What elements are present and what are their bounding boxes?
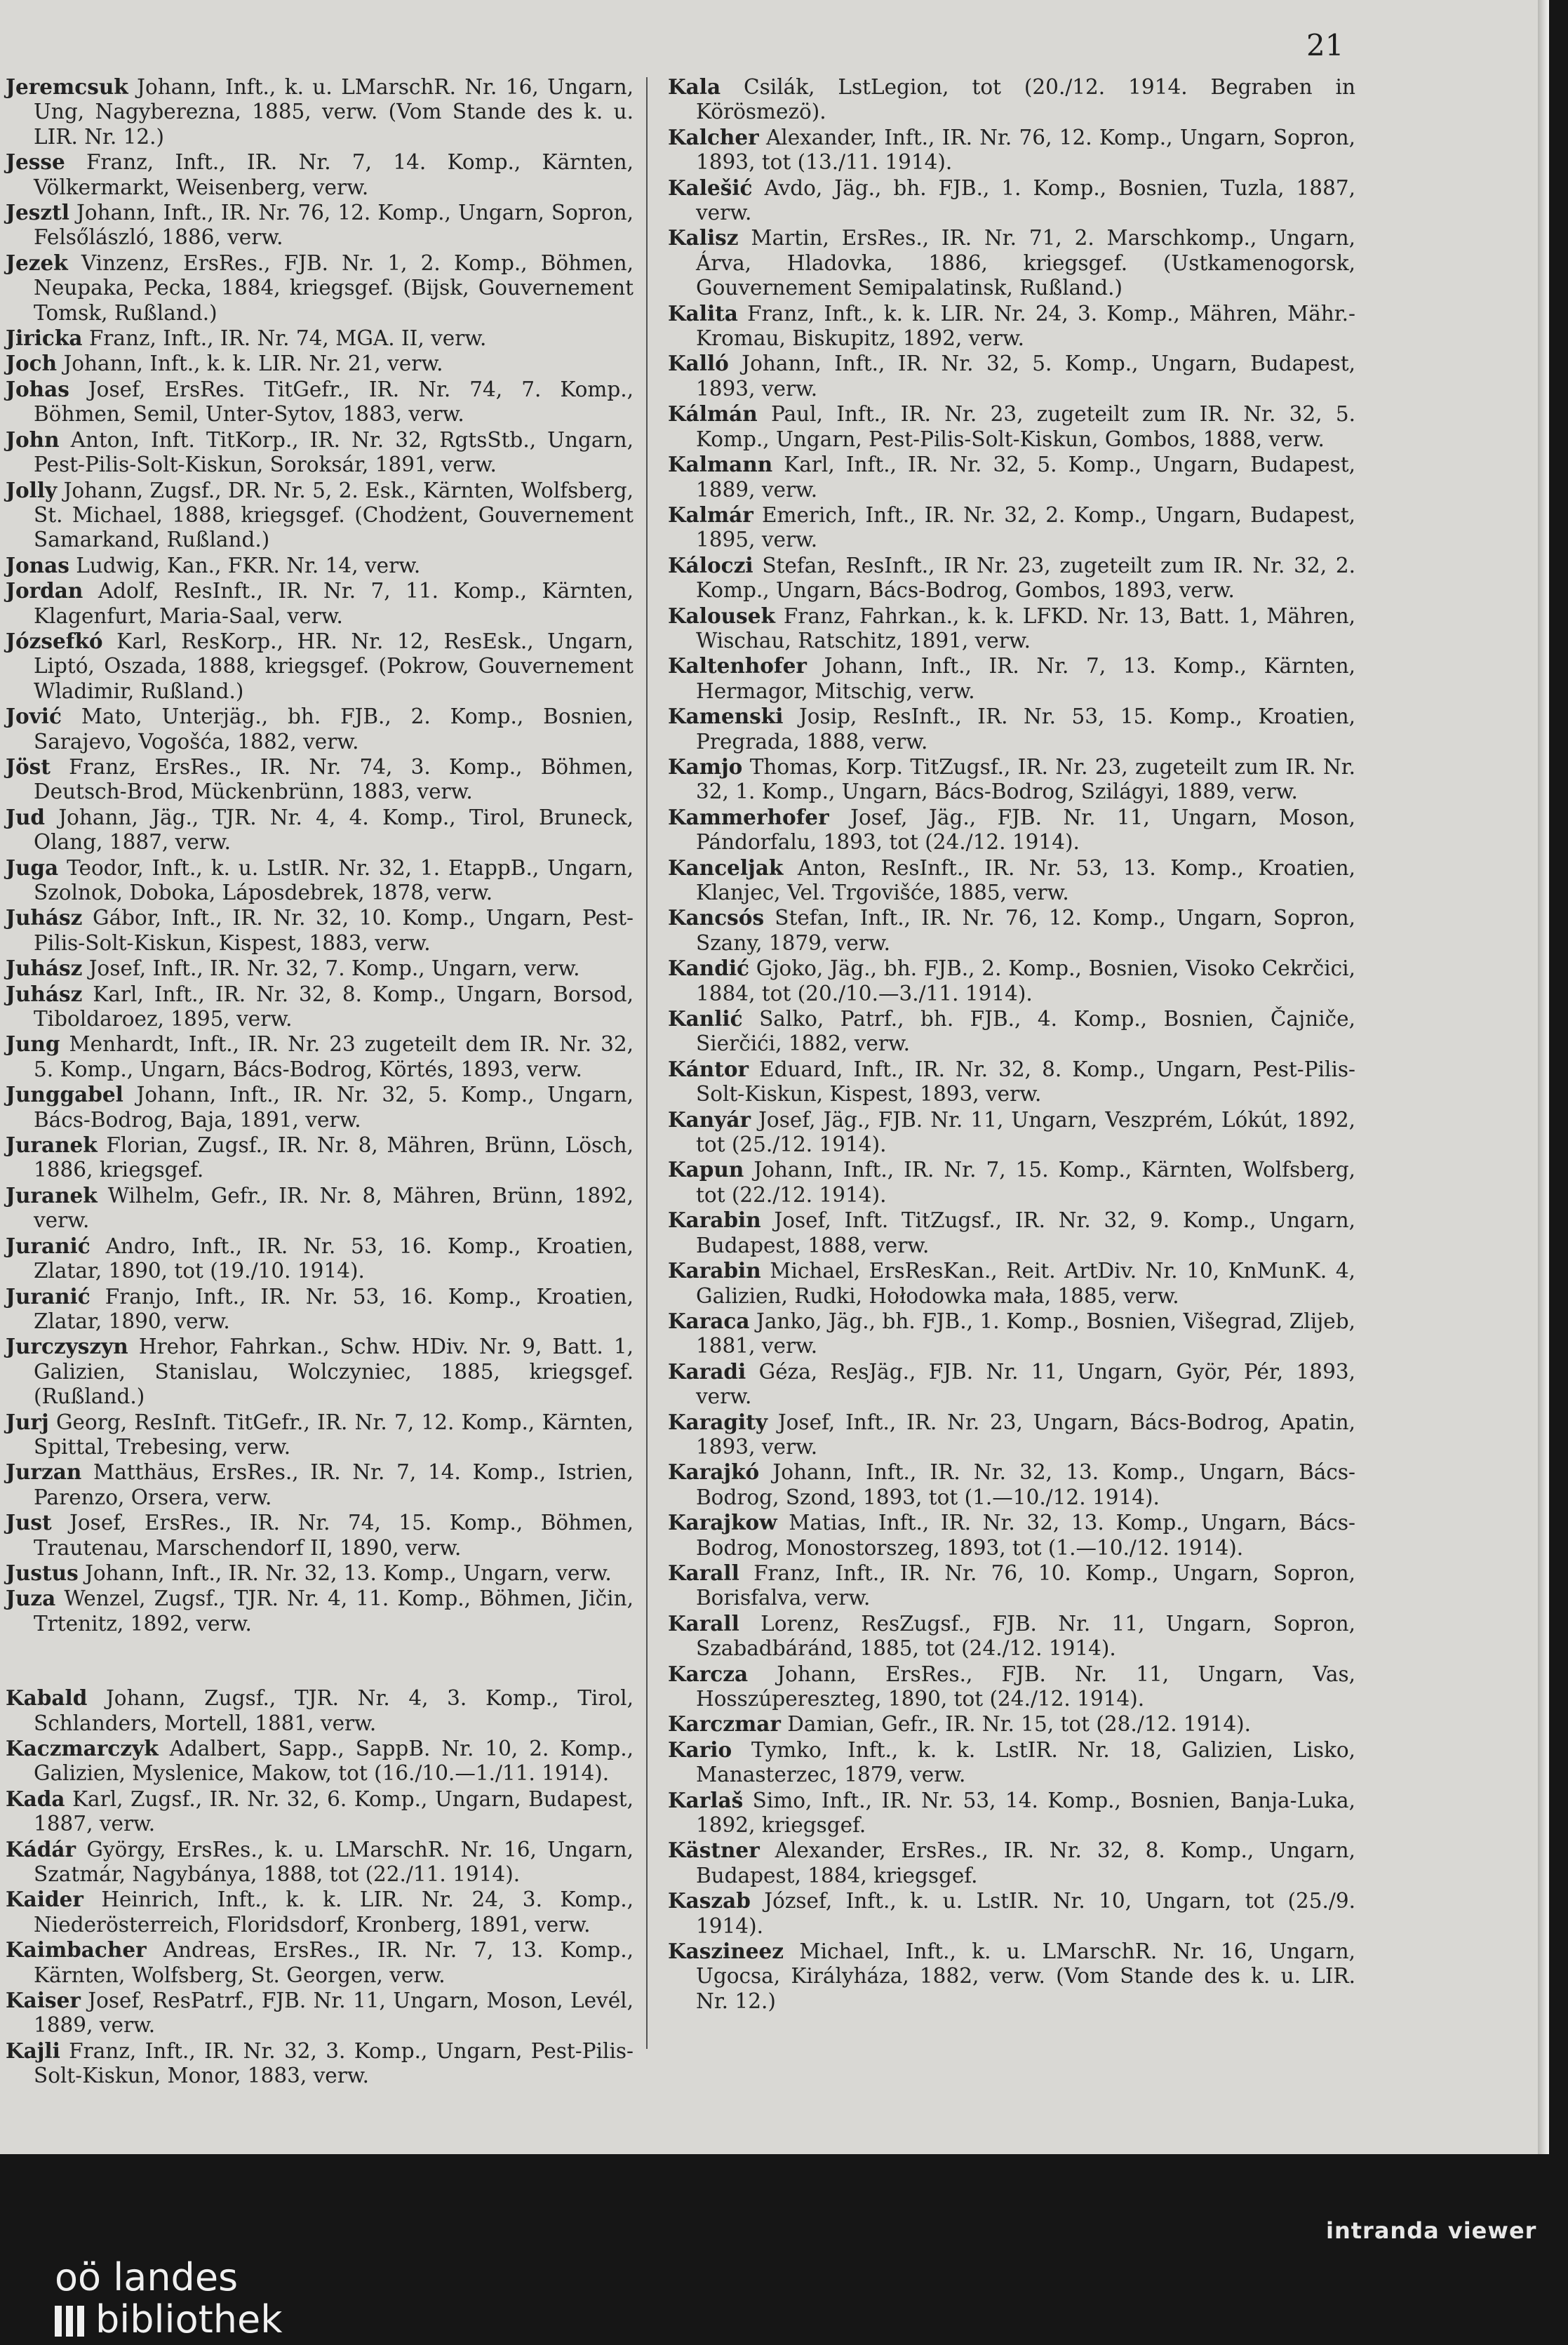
register-entry xyxy=(6,1561,634,1586)
entry-surname: Jurj xyxy=(6,1409,49,1434)
entry-details: Georg, ResInft. TitGefr., IR. Nr. 7, 12. Komp., Kärnten, Spittal, Trebesing, verw. xyxy=(34,1410,634,1459)
register-entry xyxy=(6,1183,634,1234)
register-entry xyxy=(668,905,1355,956)
entry-details: Martin, ErsRes., IR. Nr. 71, 2. Marschkomp., Ungarn, Árva, Hladovka, 1886, kriegsgef. (Ustkamenogorsk, Gouvernement Semipalatinsk, Rußland.) xyxy=(696,226,1355,300)
entry-surname: Kada xyxy=(6,1786,65,1811)
entry-details: Menhardt, Inft., IR. Nr. 23 zugeteilt dem IR. Nr. 32, 5. Komp., Ungarn, Bács-Bodrog, Körtés, 1893, verw. xyxy=(34,1032,634,1081)
register-entry xyxy=(668,1888,1355,1939)
register-entry xyxy=(668,225,1355,300)
register-entry xyxy=(6,553,634,578)
entry-surname: Kaiser xyxy=(6,1988,81,2013)
entry-surname: Karabin xyxy=(668,1208,761,1233)
entry-details: Johann, Inft., IR. Nr. 7, 15. Komp., Kärnten, Wolfsberg, tot (22./12. 1914). xyxy=(696,1158,1355,1207)
entry-details: Michael, Inft., k. u. LMarschR. Nr. 16, Ungarn, Ugocsa, Királyháza, 1882, verw. (Vom Stande des k. u. LIR. Nr. 12.) xyxy=(696,1939,1355,2013)
register-entry xyxy=(668,401,1355,452)
register-entry xyxy=(668,1258,1355,1309)
entry-details: Gjoko, Jäg., bh. FJB., 2. Komp., Bosnien, Visoko Cekrčici, 1884, tot (20./10.—3./11. 1914). xyxy=(696,956,1355,1006)
register-entry xyxy=(6,1510,634,1561)
entry-surname: Kaimbacher xyxy=(6,1937,147,1963)
entry-details: Josef, Inft., IR. Nr. 32, 7. Komp., Ungarn, verw. xyxy=(88,956,580,981)
entry-surname: Kandić xyxy=(668,956,749,981)
entry-details: Josef, Jäg., FJB. Nr. 11, Ungarn, Moson, Pándorfalu, 1893, tot (24./12. 1914). xyxy=(696,805,1355,855)
register-entry xyxy=(6,1837,634,1888)
register-entry xyxy=(6,1133,634,1183)
register-entry xyxy=(668,603,1355,654)
register-entry xyxy=(668,1788,1355,1838)
entry-details: Johann, Inft., IR. Nr. 32, 13. Komp., Ungarn, Bács-Bodrog, Szond, 1893, tot (1.—10./12. 1914). xyxy=(696,1460,1355,1509)
entry-surname: Juranić xyxy=(6,1233,91,1258)
entry-surname: Kalousek xyxy=(668,603,775,628)
entry-surname: Kanyár xyxy=(668,1107,751,1132)
entry-details: Josef, Jäg., FJB. Nr. 11, Ungarn, Veszprém, Lókút, 1892, tot (25./12. 1914). xyxy=(696,1107,1355,1157)
entry-details: Stefan, ResInft., IR Nr. 23, zugeteilt zum IR. Nr. 32, 2. Komp., Ungarn, Bács-Bodrog, Gombos, 1893, verw. xyxy=(696,553,1355,603)
register-entry xyxy=(6,1685,634,1736)
entry-details: Michael, ErsResKan., Reit. ArtDiv. Nr. 10, KnMunK. 4, Galizien, Rudki, Hołodowka mała, 1885, verw. xyxy=(696,1259,1355,1308)
register-entry xyxy=(668,754,1355,805)
entry-details: Josef, ErsRes. TitGefr., IR. Nr. 74, 7. Komp., Böhmen, Semil, Unter-Sytov, 1883, verw. xyxy=(34,377,634,427)
register-entry xyxy=(668,1737,1355,1788)
entry-details: Anton, Inft. TitKorp., IR. Nr. 32, RgtsStb., Ungarn, Pest-Pilis-Solt-Kiskun, Soroksár, 1891, verw. xyxy=(34,427,634,477)
entry-details: Vinzenz, ErsRes., FJB. Nr. 1, 2. Komp., Böhmen, Neupaka, Pecka, 1884, kriegsgef. (Bijsk, Gouvernement Tomsk, Rußland.) xyxy=(34,250,634,325)
entry-surname: Káloczi xyxy=(668,552,753,577)
entry-surname: Juza xyxy=(6,1586,56,1611)
entry-surname: Kapun xyxy=(668,1157,744,1182)
entry-details: Karl, Zugsf., IR. Nr. 32, 6. Komp., Ungarn, Budapest, 1887, verw. xyxy=(34,1786,634,1836)
entry-surname: Jöst xyxy=(6,754,51,779)
entry-surname: Kancsós xyxy=(668,905,765,930)
entry-surname: Jeremcsuk xyxy=(6,74,128,99)
entry-details: Lorenz, ResZugsf., FJB. Nr. 11, Ungarn, Sopron, Szabadbáránd, 1885, tot (24./12. 1914). xyxy=(696,1611,1355,1661)
register-entry xyxy=(6,629,634,704)
register-entry xyxy=(6,1988,634,2038)
entry-surname: Kanceljak xyxy=(668,855,784,880)
register-entry xyxy=(6,74,634,149)
register-entry xyxy=(668,805,1355,855)
entry-details: Géza, ResJäg., FJB. Nr. 11, Ungarn, Györ, Pér, 1893, verw. xyxy=(696,1359,1355,1409)
entry-surname: John xyxy=(6,427,60,452)
entry-surname: Jurzan xyxy=(6,1459,82,1485)
entry-details: Franz, Fahrkan., k. k. LFKD. Nr. 13, Batt. 1, Mähren, Wischau, Ratschitz, 1891, verw. xyxy=(696,603,1355,653)
entry-surname: Jolly xyxy=(6,477,58,502)
entry-details: Hrehor, Fahrkan., Schw. HDiv. Nr. 9, Batt. 1, Galizien, Stanislau, Wolczyniec, 1885, kriegsgef. (Rußland.) xyxy=(34,1335,634,1409)
entry-details: Johann, ErsRes., FJB. Nr. 11, Ungarn, Vas, Hosszúpereszteg, 1890, tot (24./12. 1914). xyxy=(696,1662,1355,1711)
register-entry xyxy=(668,1309,1355,1359)
register-entry xyxy=(668,1510,1355,1561)
entry-surname: Jesztl xyxy=(6,200,69,225)
entry-surname: Kaszineez xyxy=(668,1939,784,1964)
entry-surname: Jović xyxy=(6,704,62,729)
entry-surname: Kádár xyxy=(6,1836,76,1862)
entry-details: Heinrich, Inft., k. k. LIR. Nr. 24, 3. Komp., Niederösterreich, Floridsdorf, Kronberg, 1891, verw. xyxy=(34,1888,634,1937)
entry-surname: Kario xyxy=(668,1737,732,1762)
entry-surname: Kaszab xyxy=(668,1888,751,1913)
entry-details: Johann, Inft., IR. Nr. 32, 13. Komp., Ungarn, verw. xyxy=(85,1561,612,1585)
entry-surname: Kalmann xyxy=(668,452,773,477)
logo-bars-icon xyxy=(55,2303,88,2345)
entry-surname: Karcza xyxy=(668,1661,749,1686)
register-entry xyxy=(6,149,634,200)
register-entry xyxy=(668,956,1355,1006)
register-entry xyxy=(668,351,1355,401)
entry-details: József, Inft., k. u. LstIR. Nr. 10, Ungarn, tot (25./9. 1914). xyxy=(696,1889,1355,1938)
entry-details: Alexander, ErsRes., IR. Nr. 32, 8. Komp., Ungarn, Budapest, 1884, kriegsgef. xyxy=(696,1838,1355,1888)
entry-details: Johann, Inft., IR. Nr. 32, 5. Komp., Ungarn, Bács-Bodrog, Baja, 1891, verw. xyxy=(34,1083,634,1132)
register-entry xyxy=(6,1459,634,1510)
entry-surname: Karadi xyxy=(668,1358,746,1384)
register-entry xyxy=(668,1838,1355,1888)
register-entry xyxy=(668,1611,1355,1662)
entry-surname: Karajkow xyxy=(668,1510,777,1535)
register-entry xyxy=(668,1359,1355,1410)
entry-details: Karl, Inft., IR. Nr. 32, 8. Komp., Ungarn, Borsod, Tiboldaroez, 1895, verw. xyxy=(34,982,634,1031)
entry-details: Johann, Zugsf., TJR. Nr. 4, 3. Komp., Tirol, Schlanders, Mortell, 1881, verw. xyxy=(34,1686,634,1735)
entry-surname: Justus xyxy=(6,1560,79,1585)
register-entry xyxy=(6,200,634,250)
entry-details: Andreas, ErsRes., IR. Nr. 7, 13. Komp., Kärnten, Wolfsberg, St. Georgen, verw. xyxy=(34,1938,634,1987)
entry-surname: Juranić xyxy=(6,1283,91,1309)
entry-details: Andro, Inft., IR. Nr. 53, 16. Komp., Kroatien, Zlatar, 1890, tot (19./10. 1914). xyxy=(34,1234,634,1283)
register-entry xyxy=(6,478,634,553)
entry-details: Thomas, Korp. TitZugsf., IR. Nr. 23, zugeteilt zum IR. Nr. 32, 1. Komp., Ungarn, Bács-Bodrog, Szilágyi, 1889, verw. xyxy=(696,754,1355,804)
entry-surname: Kammerhofer xyxy=(668,804,829,829)
register-entry xyxy=(6,704,634,754)
register-entry xyxy=(6,1887,634,1937)
entry-surname: Jordan xyxy=(6,578,83,603)
register-entry xyxy=(6,1786,634,1837)
entry-surname: Just xyxy=(6,1510,52,1535)
right-column xyxy=(668,74,1355,2014)
register-entry xyxy=(6,427,634,478)
register-entry xyxy=(668,704,1355,754)
entry-details: György, ErsRes., k. u. LMarschR. Nr. 16, Ungarn, Szatmár, Nagybánya, 1888, tot (22./11. 1914). xyxy=(34,1837,634,1887)
entry-details: Johann, Zugsf., DR. Nr. 5, 2. Esk., Kärnten, Wolfsberg, St. Michael, 1888, kriegsgef. (Chodżent, Gouvernement Samarkand, Rußland.) xyxy=(34,478,634,552)
entry-surname: Kalita xyxy=(668,300,738,326)
register-entry xyxy=(6,855,634,906)
register-entry xyxy=(6,905,634,956)
entry-details: Teodor, Inft., k. u. LstIR. Nr. 32, 1. EtappB., Ungarn, Szolnok, Doboka, Láposdebrek, 1878, verw. xyxy=(34,855,634,904)
entry-details: Matias, Inft., IR. Nr. 32, 13. Komp., Ungarn, Bács-Bodrog, Monostorszeg, 1893, tot (1.—10./12. 1914). xyxy=(696,1511,1355,1560)
entry-surname: Józsefkó xyxy=(6,628,103,653)
entry-details: Franz, Inft., IR. Nr. 74, MGA. II, verw. xyxy=(88,326,487,351)
entry-surname: Jesse xyxy=(6,149,65,175)
entry-surname: Kántor xyxy=(668,1056,749,1081)
entry-details: Karl, Inft., IR. Nr. 32, 5. Komp., Ungarn, Budapest, 1889, verw. xyxy=(696,453,1355,502)
entry-surname: Karlaš xyxy=(668,1787,744,1812)
register-entry xyxy=(668,1561,1355,1611)
register-entry xyxy=(6,1334,634,1409)
left-column xyxy=(6,74,634,2089)
entry-details: Avdo, Jäg., bh. FJB., 1. Komp., Bosnien, Tuzla, 1887, verw. xyxy=(696,175,1355,225)
entry-surname: Karaca xyxy=(668,1308,750,1333)
register-entry xyxy=(6,956,634,981)
register-entry xyxy=(6,351,634,376)
register-entry xyxy=(6,1410,634,1460)
entry-surname: Joch xyxy=(6,351,58,376)
entry-surname: Kästner xyxy=(668,1838,760,1863)
entry-details: Karl, ResKorp., HR. Nr. 12, ResEsk., Ungarn, Liptó, Oszada, 1888, kriegsgef. (Pokrow, Gouvernement Wladimir, Rußland.) xyxy=(34,629,634,703)
entry-details: Janko, Jäg., bh. FJB., 1. Komp., Bosnien, Višegrad, Zlijeb, 1881, verw. xyxy=(696,1309,1355,1358)
entry-details: Johann, Inft., k. k. LIR. Nr. 21, verw. xyxy=(63,352,443,376)
entry-details: Wilhelm, Gefr., IR. Nr. 8, Mähren, Brünn, 1892, verw. xyxy=(34,1183,634,1233)
entry-details: Josip, ResInft., IR. Nr. 53, 15. Komp., Kroatien, Pregrada, 1888, verw. xyxy=(696,704,1355,754)
register-entry xyxy=(668,1662,1355,1712)
register-entry xyxy=(668,553,1355,603)
entry-surname: Jud xyxy=(6,804,46,829)
entry-surname: Johas xyxy=(6,376,69,401)
entry-details: Simo, Inft., IR. Nr. 53, 14. Komp., Bosnien, Banja-Luka, 1892, kriegsgef. xyxy=(696,1788,1355,1838)
register-entry xyxy=(6,326,634,351)
entry-details: Johann, Inft., k. u. LMarschR. Nr. 16, Ungarn, Ung, Nagyberezna, 1885, verw. (Vom Stande des k. u. LIR. Nr. 12.) xyxy=(34,75,634,149)
entry-surname: Kaider xyxy=(6,1887,83,1912)
entry-details: Adolf, ResInft., IR. Nr. 7, 11. Komp., Kärnten, Klagenfurt, Maria-Saal, verw. xyxy=(34,579,634,628)
entry-surname: Kajli xyxy=(6,2038,60,2063)
register-entry xyxy=(668,1157,1355,1208)
register-entry xyxy=(6,578,634,629)
entry-details: Damian, Gefr., IR. Nr. 15, tot (28./12. 1914). xyxy=(787,1712,1252,1737)
register-entry xyxy=(668,125,1355,175)
register-entry xyxy=(6,805,634,855)
register-entry xyxy=(668,1006,1355,1057)
viewer-label: intranda viewer xyxy=(1326,2217,1537,2244)
column-divider xyxy=(646,77,648,2049)
register-entry xyxy=(6,1586,634,1636)
register-entry xyxy=(6,2038,634,2089)
register-entry xyxy=(668,1208,1355,1258)
entry-surname: Karall xyxy=(668,1560,739,1585)
entry-details: Ludwig, Kan., FKR. Nr. 14, verw. xyxy=(76,553,421,577)
entry-details: Franz, Inft., IR. Nr. 32, 3. Komp., Ungarn, Pest-Pilis-Solt-Kiskun, Monor, 1883, verw. xyxy=(34,2038,634,2088)
register-entry xyxy=(668,1410,1355,1460)
entry-details: Johann, Inft., IR. Nr. 32, 5. Komp., Ungarn, Budapest, 1893, verw. xyxy=(696,352,1355,401)
entry-surname: Jonas xyxy=(6,552,69,577)
entry-surname: Kanlić xyxy=(668,1006,743,1031)
register-entry xyxy=(668,1107,1355,1158)
entry-surname: Kalešić xyxy=(668,175,753,200)
entry-details: Johann, Jäg., TJR. Nr. 4, 4. Komp., Tirol, Bruneck, Olang, 1887, verw. xyxy=(34,805,634,855)
register-entry xyxy=(668,1939,1355,2014)
entry-surname: Juhász xyxy=(6,956,83,981)
entry-surname: Kaczmarczyk xyxy=(6,1736,159,1761)
entry-surname: Kálmán xyxy=(668,401,758,427)
register-entry xyxy=(6,754,634,805)
entry-details: Josef, ErsRes., IR. Nr. 74, 15. Komp., Böhmen, Trautenau, Marschendorf II, 1890, verw. xyxy=(34,1511,634,1560)
entry-surname: Kamjo xyxy=(668,754,743,779)
entry-details: Wenzel, Zugsf., TJR. Nr. 4, 11. Komp., Böhmen, Jičin, Trtenitz, 1892, verw. xyxy=(34,1586,634,1636)
entry-details: Gábor, Inft., IR. Nr. 32, 10. Komp., Ungarn, Pest-Pilis-Solt-Kiskun, Kispest, 1883, verw. xyxy=(34,906,634,955)
register-entry xyxy=(668,175,1355,226)
register-entry xyxy=(6,982,634,1032)
entry-details: Stefan, Inft., IR. Nr. 76, 12. Komp., Ungarn, Sopron, Szany, 1879, verw. xyxy=(696,906,1355,955)
entry-details: Anton, ResInft., IR. Nr. 53, 13. Komp., Kroatien, Klanjec, Vel. Trgovišće, 1885, verw. xyxy=(696,855,1355,904)
entry-surname: Kamenski xyxy=(668,704,784,729)
register-entry xyxy=(668,653,1355,704)
entry-details: Emerich, Inft., IR. Nr. 32, 2. Komp., Ungarn, Budapest, 1895, verw. xyxy=(696,502,1355,552)
entry-surname: Kaltenhofer xyxy=(668,653,807,679)
register-entry xyxy=(668,855,1355,906)
logo-line-2-text: bibliothek xyxy=(95,2297,283,2341)
entry-surname: Kala xyxy=(668,74,721,99)
entry-details: Franz, ErsRes., IR. Nr. 74, 3. Komp., Böhmen, Deutsch-Brod, Mückenbrünn, 1883, verw. xyxy=(34,754,634,804)
entry-surname: Kalisz xyxy=(668,225,739,250)
entry-surname: Jung xyxy=(6,1031,60,1057)
library-logo[interactable] xyxy=(55,2257,283,2345)
register-entry xyxy=(668,74,1355,125)
entry-surname: Kalmár xyxy=(668,502,753,527)
entry-surname: Karagity xyxy=(668,1409,768,1434)
entry-surname: Juhász xyxy=(6,905,83,930)
entry-details: Franz, Inft., k. k. LIR. Nr. 24, 3. Komp., Mähren, Mähr.-Kromau, Biskupitz, 1892, verw. xyxy=(696,301,1355,351)
entry-surname: Jurczyszyn xyxy=(6,1334,128,1359)
entry-surname: Juranek xyxy=(6,1182,98,1208)
register-entry xyxy=(6,250,634,326)
register-entry xyxy=(6,1736,634,1786)
register-entry xyxy=(668,502,1355,553)
register-entry xyxy=(668,1057,1355,1107)
logo-line-1: oö landes xyxy=(55,2255,239,2299)
entry-surname: Karajkó xyxy=(668,1459,760,1485)
entry-surname: Juranek xyxy=(6,1133,98,1158)
entry-details: Johann, Inft., IR. Nr. 76, 12. Komp., Ungarn, Sopron, Felsőlászló, 1886, verw. xyxy=(34,201,634,250)
entry-details: Mato, Unterjäg., bh. FJB., 2. Komp., Bosnien, Sarajevo, Vogošća, 1882, verw. xyxy=(34,704,634,754)
entry-surname: Kabald xyxy=(6,1685,88,1711)
entry-surname: Kalló xyxy=(668,351,729,376)
entry-surname: Juga xyxy=(6,855,59,880)
entry-details: Josef, ResPatrf., FJB. Nr. 11, Ungarn, Moson, Levél, 1889, verw. xyxy=(34,1989,634,2038)
entry-surname: Jezek xyxy=(6,250,68,275)
register-entry xyxy=(6,1234,634,1284)
register-entry xyxy=(6,377,634,427)
entry-details: Franz, Inft., IR. Nr. 7, 14. Komp., Kärnten, Völkermarkt, Weisenberg, verw. xyxy=(34,150,634,199)
entry-details: Josef, Inft., IR. Nr. 23, Ungarn, Bács-Bodrog, Apatin, 1893, verw. xyxy=(696,1410,1355,1459)
entry-details: Matthäus, ErsRes., IR. Nr. 7, 14. Komp., Istrien, Parenzo, Orsera, verw. xyxy=(34,1460,634,1509)
register-entry xyxy=(6,1284,634,1335)
page-edge xyxy=(1538,0,1549,2154)
entry-details: Adalbert, Sapp., SappB. Nr. 10, 2. Komp., Galizien, Myslenice, Makow, tot (16./10.—1./11. 1914). xyxy=(34,1737,634,1786)
entry-surname: Jiricka xyxy=(6,326,83,351)
register-entry xyxy=(668,452,1355,502)
register-entry xyxy=(6,1082,634,1133)
entry-details: Alexander, Inft., IR. Nr. 76, 12. Komp., Ungarn, Sopron, 1893, tot (13./11. 1914). xyxy=(696,125,1355,175)
entry-details: Eduard, Inft., IR. Nr. 32, 8. Komp., Ungarn, Pest-Pilis-Solt-Kiskun, Kispest, 1893, verw. xyxy=(696,1057,1355,1107)
entry-details: Paul, Inft., IR. Nr. 23, zugeteilt zum IR. Nr. 32, 5. Komp., Ungarn, Pest-Pilis-Solt-Kiskun, Gombos, 1888, verw. xyxy=(696,402,1355,451)
register-entry xyxy=(6,1031,634,1082)
register-entry xyxy=(668,1459,1355,1510)
entry-details: Salko, Patrf., bh. FJB., 4. Komp., Bosnien, Čajniče, Sierčići, 1882, verw. xyxy=(696,1007,1355,1056)
register-entry xyxy=(6,1937,634,1988)
entry-details: Johann, Inft., IR. Nr. 7, 13. Komp., Kärnten, Hermagor, Mitschig, verw. xyxy=(696,654,1355,703)
entry-surname: Karabin xyxy=(668,1258,761,1283)
logo-line-2 xyxy=(55,2299,283,2345)
entry-details: Florian, Zugsf., IR. Nr. 8, Mähren, Brünn, Lösch, 1886, kriegsgef. xyxy=(34,1133,634,1182)
entry-details: Josef, Inft. TitZugsf., IR. Nr. 32, 9. Komp., Ungarn, Budapest, 1888, verw. xyxy=(696,1208,1355,1257)
entry-surname: Karall xyxy=(668,1610,739,1636)
entry-surname: Junggabel xyxy=(6,1082,123,1107)
entry-details: Tymko, Inft., k. k. LstIR. Nr. 18, Galizien, Lisko, Manasterzec, 1879, verw. xyxy=(696,1737,1355,1787)
register-entry xyxy=(668,1711,1355,1737)
entry-surname: Kalcher xyxy=(668,124,759,149)
page-number: 21 xyxy=(1306,28,1344,62)
entry-details: Csilák, LstLegion, tot (20./12. 1914. Begraben in Körösmezö). xyxy=(696,75,1355,124)
entry-surname: Juhász xyxy=(6,981,83,1006)
entry-details: Franjo, Inft., IR. Nr. 53, 16. Komp., Kroatien, Zlatar, 1890, verw. xyxy=(34,1284,634,1333)
entry-details: Franz, Inft., IR. Nr. 76, 10. Komp., Ungarn, Sopron, Borisfalva, verw. xyxy=(696,1561,1355,1610)
entry-surname: Karczmar xyxy=(668,1711,781,1737)
register-entry xyxy=(668,301,1355,352)
